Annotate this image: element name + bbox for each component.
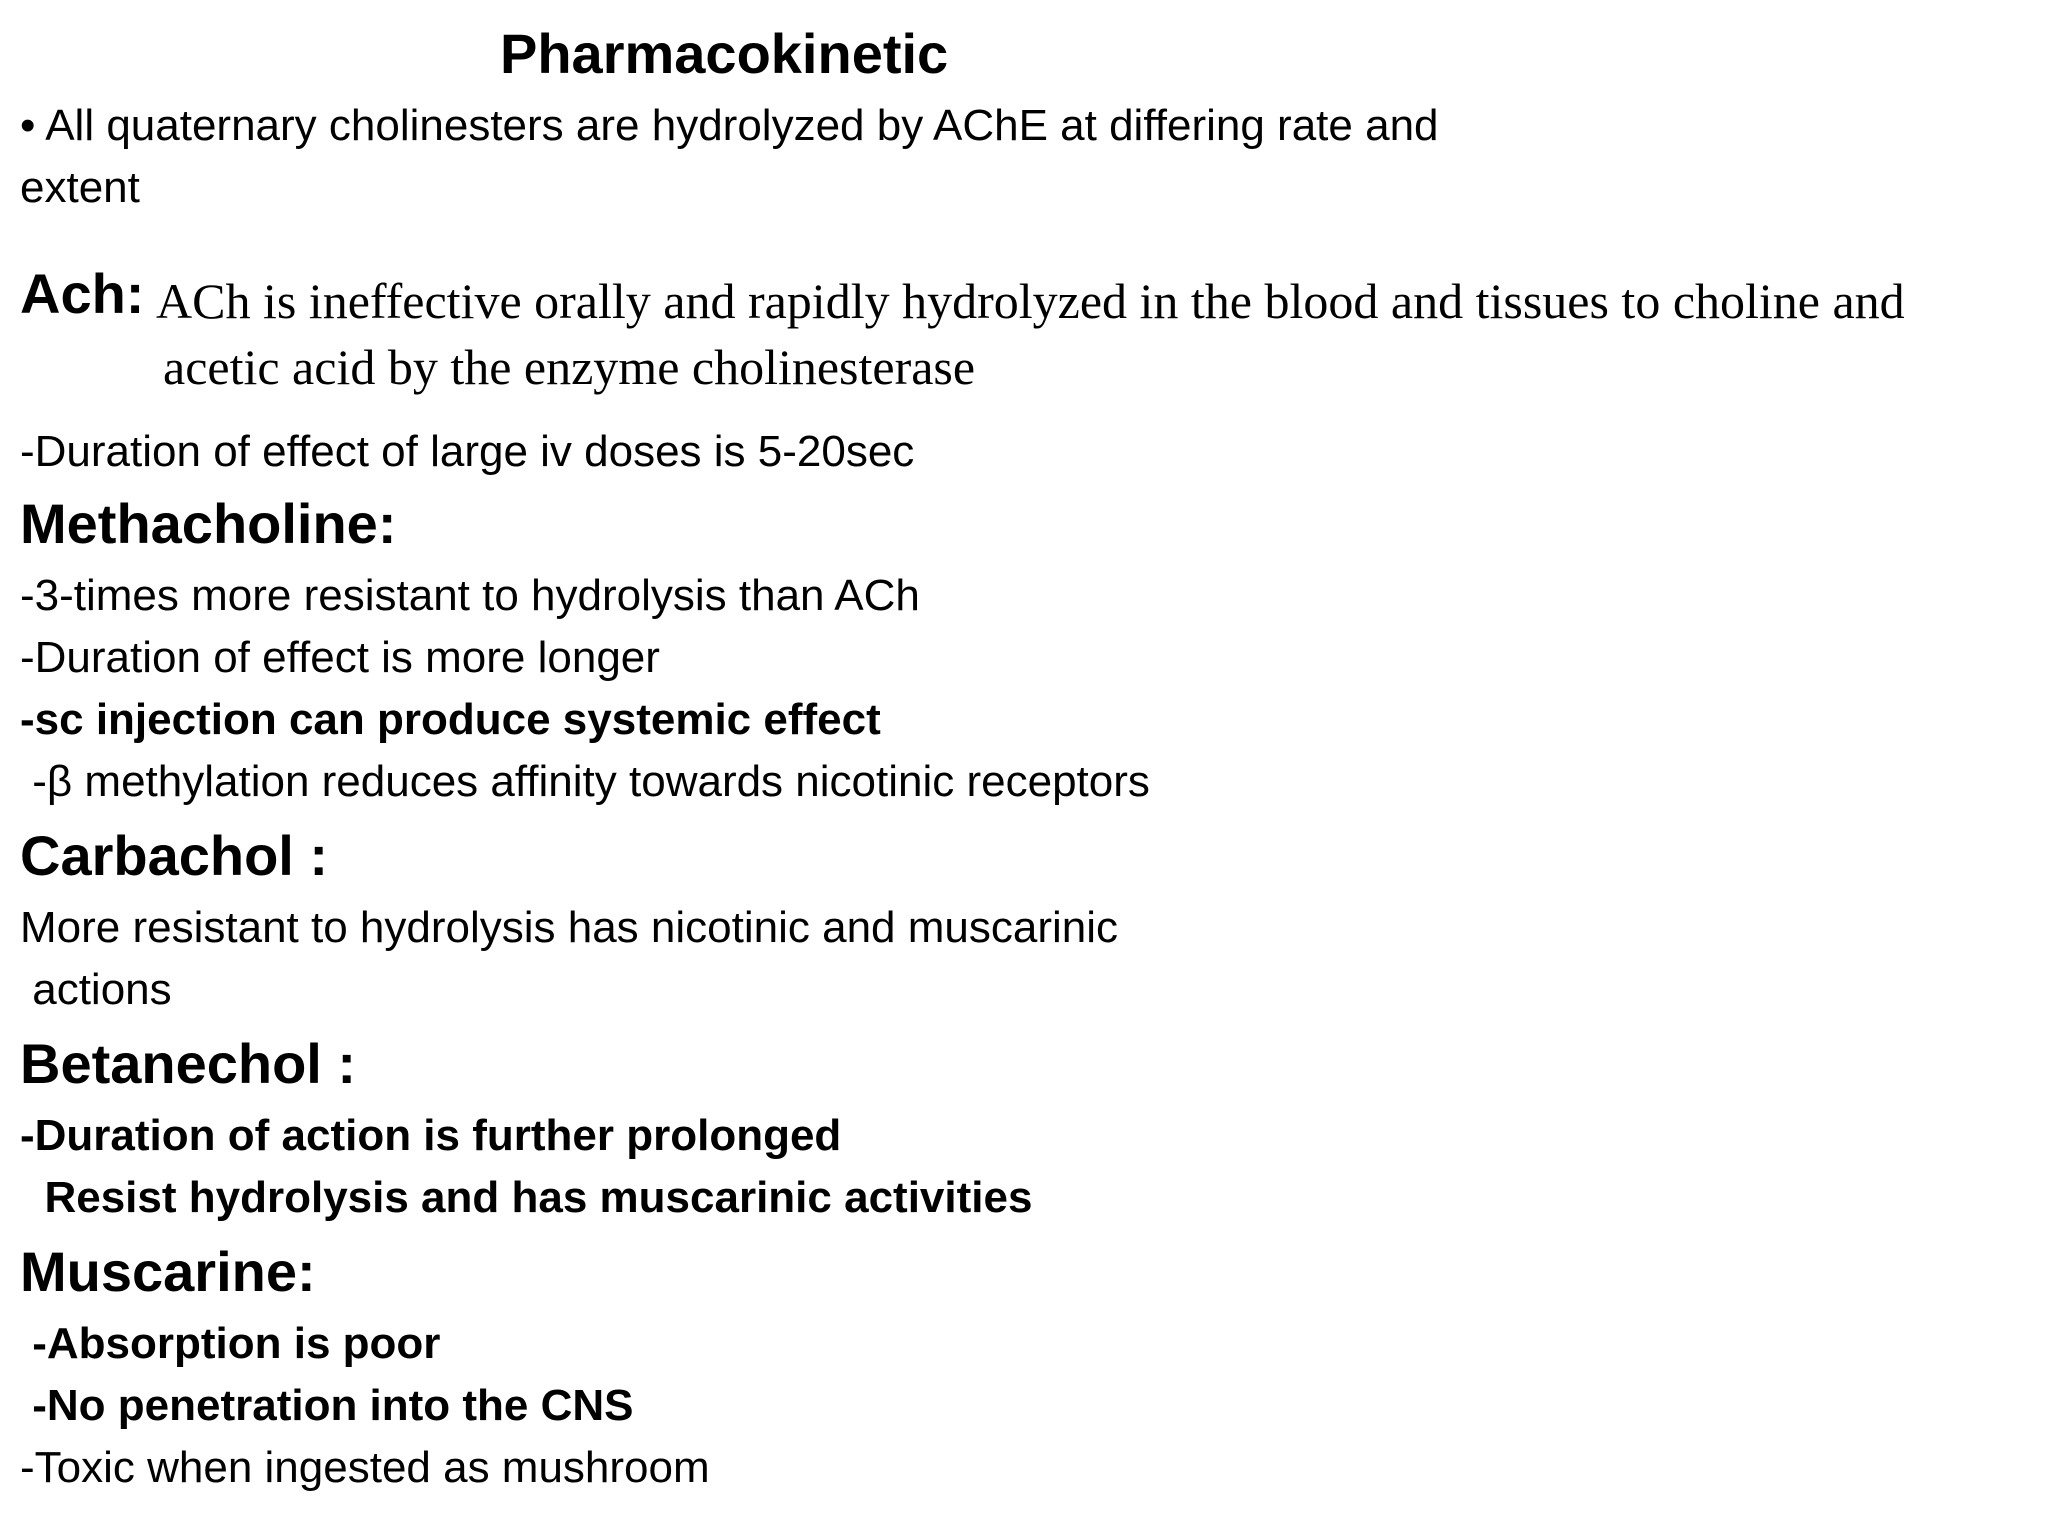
- page-title: Pharmacokinetic: [500, 22, 949, 85]
- intro-line-1: • All quaternary cholinesters are hydrolyzed by AChE at differing rate and: [20, 101, 1439, 150]
- methacholine-point: -β methylation reduces affinity towards nicotinic receptors: [20, 757, 1150, 806]
- ach-text-line-1: ACh is ineffective orally and rapidly hydrolyzed in the blood and tissues to choline and: [156, 273, 1905, 329]
- betanechol-heading: Betanechol :: [20, 1032, 357, 1095]
- methacholine-heading: Methacholine:: [20, 492, 397, 555]
- intro-line-2: extent: [20, 163, 140, 212]
- ach-heading: Ach:: [20, 262, 145, 325]
- carbachol-heading: Carbachol :: [20, 824, 329, 887]
- ach-text-line-2: acetic acid by the enzyme cholinesterase: [163, 339, 976, 395]
- ach-duration: -Duration of effect of large iv doses is 5-20sec: [20, 427, 915, 476]
- carbachol-line-1: More resistant to hydrolysis has nicotinic and muscarinic: [20, 903, 1119, 952]
- methacholine-point: -3-times more resistant to hydrolysis than ACh: [20, 571, 920, 620]
- betanechol-line-2: Resist hydrolysis and has muscarinic activities: [20, 1173, 1033, 1222]
- muscarine-point: -Toxic when ingested as mushroom: [20, 1443, 710, 1492]
- methacholine-point: -sc injection can produce systemic effect: [20, 695, 881, 744]
- muscarine-heading: Muscarine:: [20, 1240, 316, 1303]
- methacholine-point: -Duration of effect is more longer: [20, 633, 660, 682]
- betanechol-line-1: -Duration of action is further prolonged: [20, 1111, 842, 1160]
- muscarine-point: -No penetration into the CNS: [20, 1381, 634, 1430]
- carbachol-line-2: actions: [20, 965, 172, 1014]
- muscarine-point: -Absorption is poor: [20, 1319, 441, 1368]
